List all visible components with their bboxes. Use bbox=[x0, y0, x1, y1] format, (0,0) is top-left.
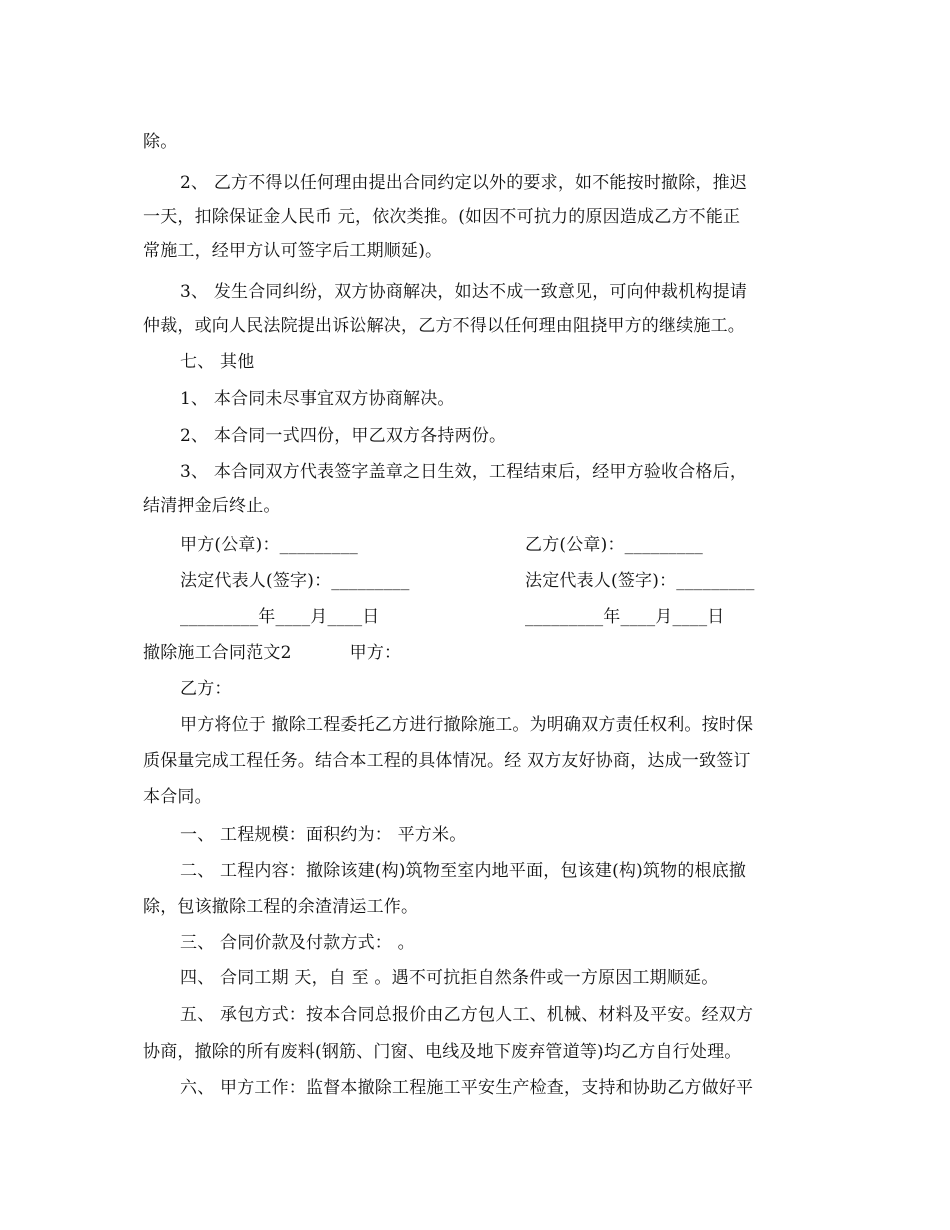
contract-title-text: 撤除施工合同范文2 bbox=[143, 643, 292, 663]
party-b-label: 乙方： bbox=[180, 679, 232, 699]
party-b-date-field: _________年____月____日 bbox=[525, 607, 725, 627]
clause-contract-mode: 五、 承包方式：按本合同总报价由乙方包人工、机械、材料及平安。经双方 bbox=[180, 1005, 754, 1025]
contract-title-2 bbox=[143, 642, 401, 664]
text-line: 协商，撤除的所有废料(钢筋、门窗、电线及地下废弃管道等)均乙方自行处理。 bbox=[143, 1042, 742, 1062]
text-line: 常施工，经甲方认可签字后工期顺延)。 bbox=[143, 241, 443, 261]
clause-duration: 四、 合同工期 天，自 至 。遇不可抗拒自然条件或一方原因工期顺延。 bbox=[180, 968, 719, 988]
clause-price: 三、 合同价款及付款方式： 。 bbox=[180, 933, 415, 953]
clause-scale: 一、 工程规模：面积约为： 平方米。 bbox=[180, 825, 467, 845]
text-line: 质保量完成工程任务。结合本工程的具体情况。经 双方友好协商，达成一致签订 bbox=[143, 751, 751, 771]
text-line: 除。 bbox=[143, 132, 178, 152]
text-line: 甲方将位于 撤除工程委托乙方进行撤除施工。为明确双方责任权利。按时保 bbox=[180, 715, 754, 735]
clause-content: 二、 工程内容：撤除该建(构)筑物至室内地平面，包该建(构)筑物的根底撤 bbox=[180, 861, 747, 881]
text-line: 仲裁，或向人民法院提出诉讼解决，乙方不得以任何理由阻挠甲方的继续施工。 bbox=[143, 316, 745, 336]
party-a-date-field: _________年____月____日 bbox=[180, 607, 380, 627]
party-a-label: 甲方： bbox=[349, 643, 402, 663]
text-line: 除，包该撤除工程的余渣清运工作。 bbox=[143, 897, 419, 917]
party-b-representative-field: 法定代表人(签字)：_________ bbox=[525, 571, 755, 591]
text-line: 1、 本合同未尽事宜双方协商解决。 bbox=[180, 389, 455, 409]
text-line: 2、 本合同一式四份，甲乙双方各持两份。 bbox=[180, 426, 507, 446]
text-line: 本合同。 bbox=[143, 787, 212, 807]
party-a-seal-field: 甲方(公章)：_________ bbox=[180, 535, 358, 555]
text-line: 3、 本合同双方代表签字盖章之日生效，工程结束后，经甲方验收合格后， bbox=[180, 462, 748, 482]
text-line: 结清押金后终止。 bbox=[143, 496, 281, 516]
party-a-representative-field: 法定代表人(签字)：_________ bbox=[180, 571, 410, 591]
section-heading: 七、 其他 bbox=[180, 352, 255, 372]
text-line: 2、 乙方不得以任何理由提出合同约定以外的要求，如不能按时撤除，推迟 bbox=[180, 173, 748, 193]
party-b-seal-field: 乙方(公章)：_________ bbox=[525, 535, 703, 555]
text-line: 3、 发生合同纠纷，双方协商解决，如达不成一致意见，可向仲裁机构提请 bbox=[180, 282, 748, 302]
clause-party-a-duties: 六、 甲方工作：监督本撤除工程施工平安生产检查，支持和协助乙方做好平 bbox=[180, 1078, 754, 1098]
text-line: 一天，扣除保证金人民币 元，依次类推。(如因不可抗力的原因造成乙方不能正 bbox=[143, 207, 741, 227]
